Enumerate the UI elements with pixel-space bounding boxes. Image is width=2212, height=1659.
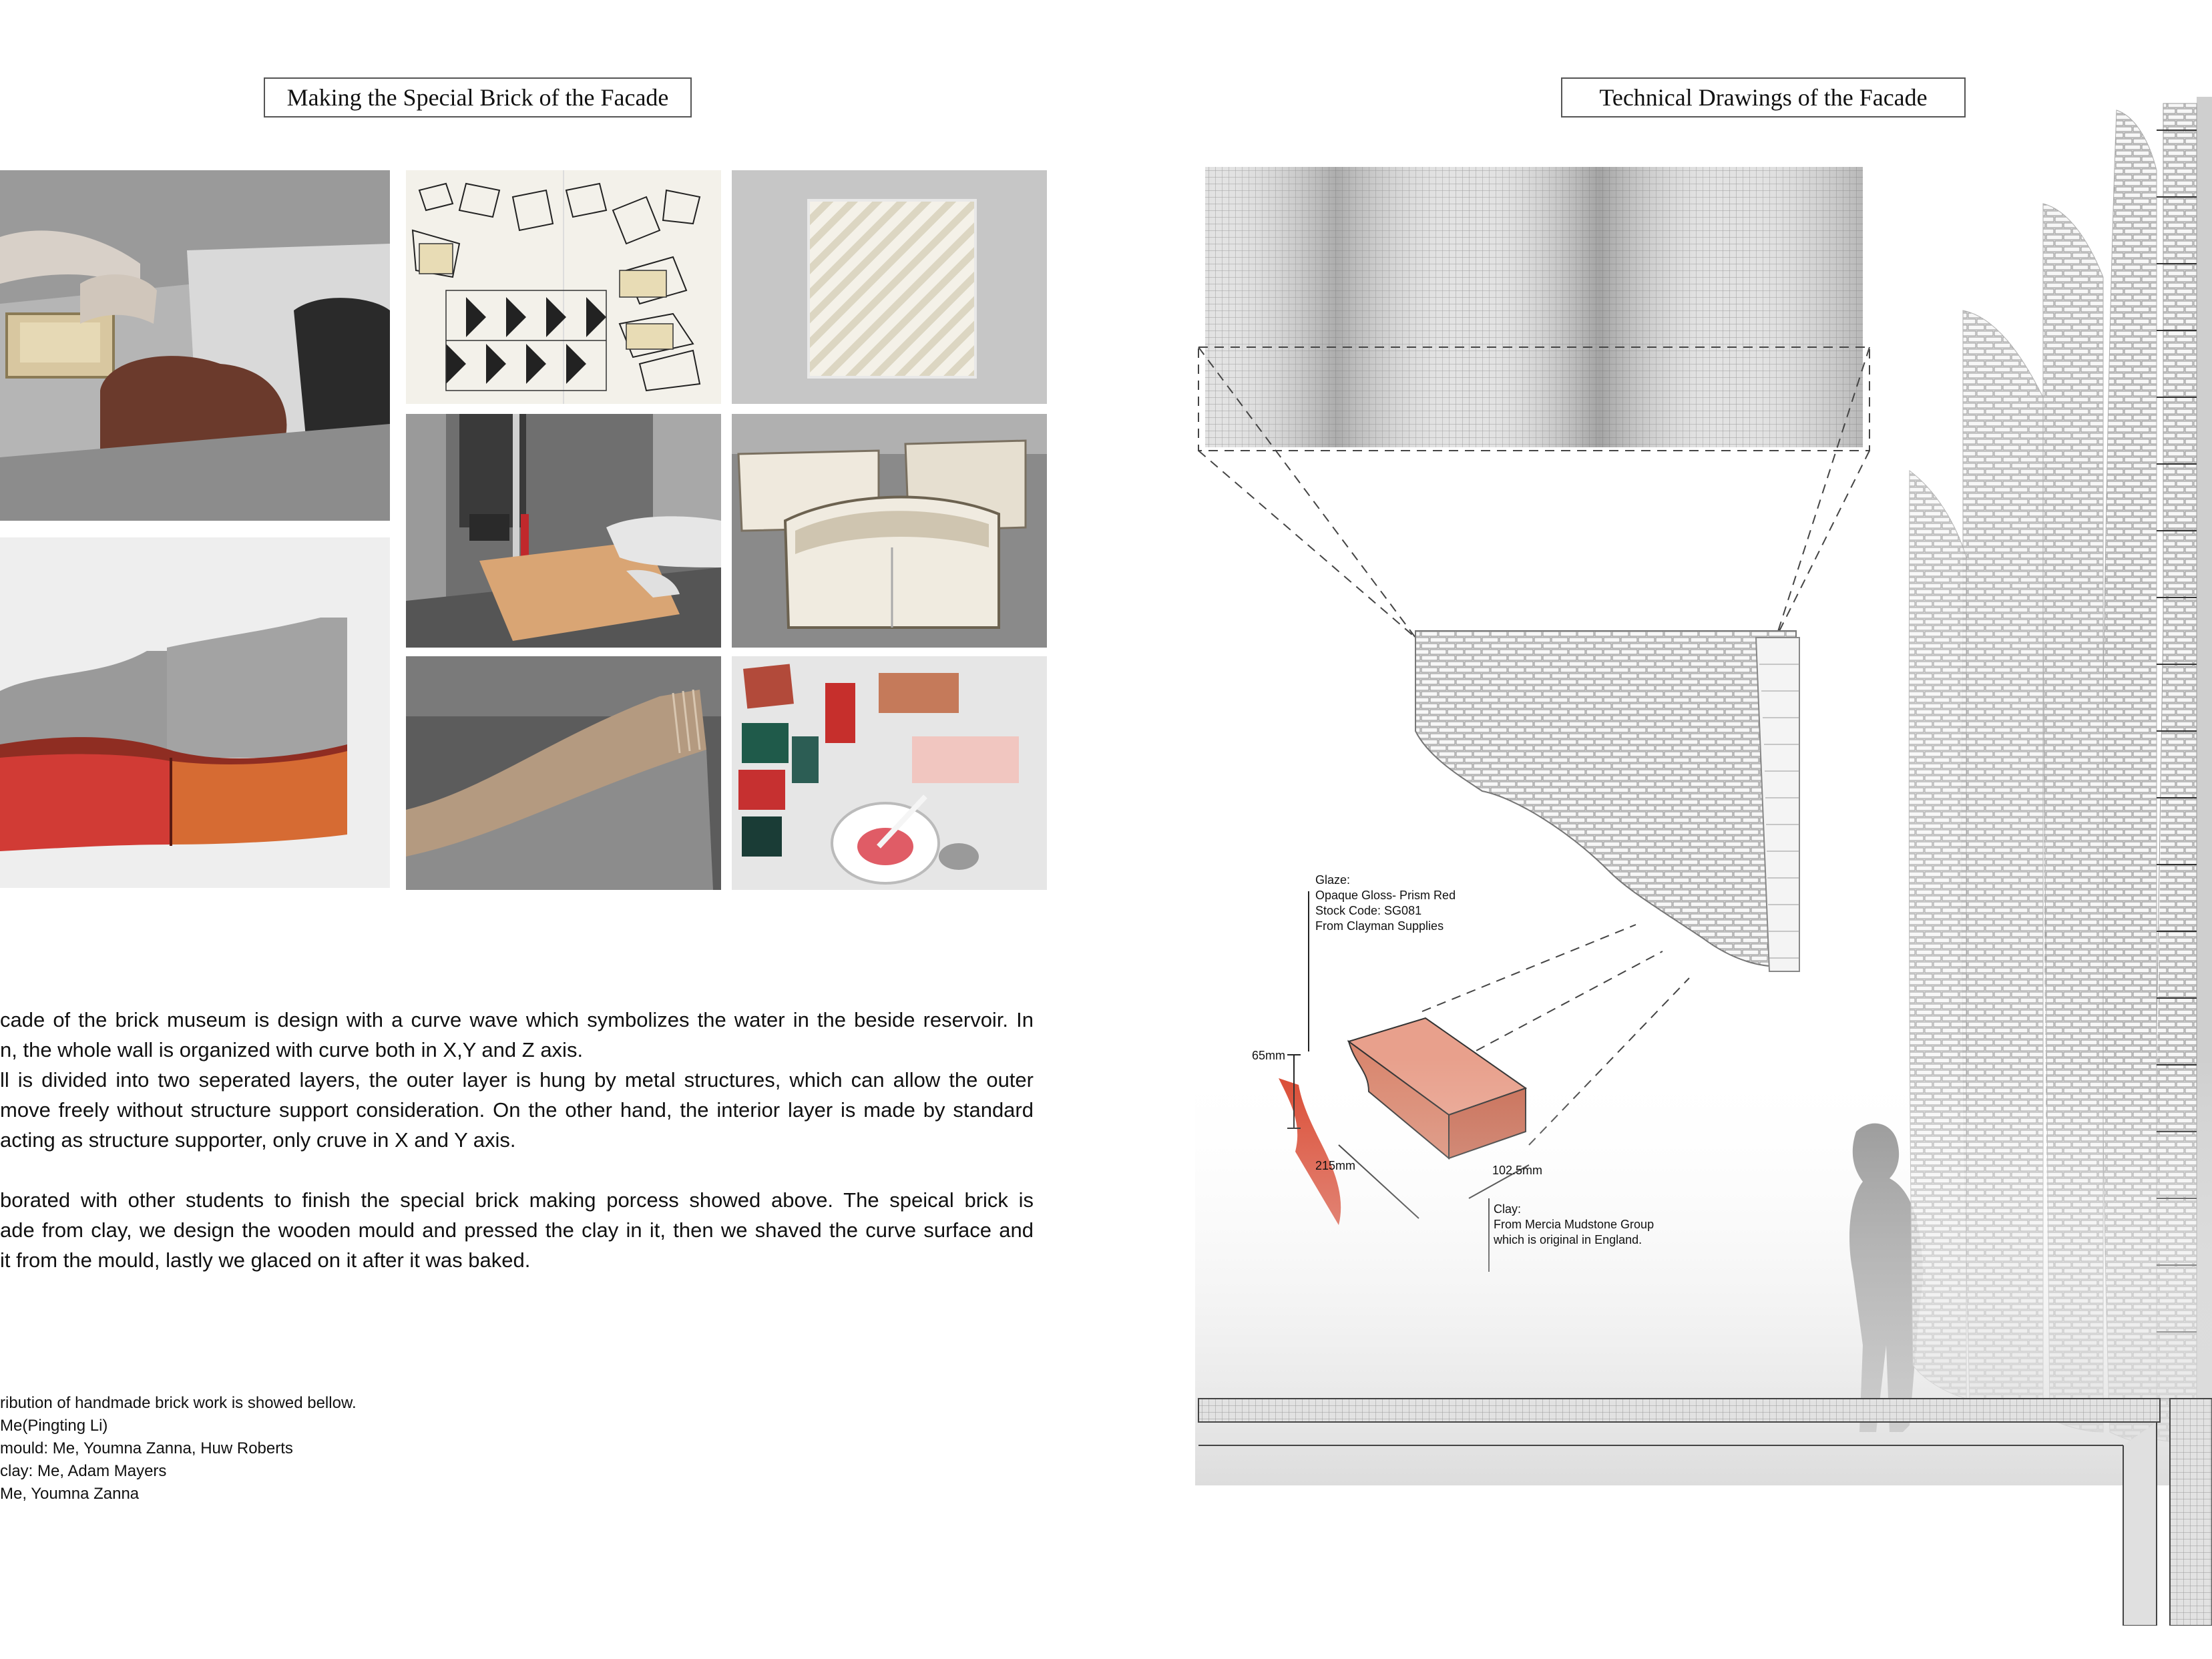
clay-mould-photo [0, 170, 390, 521]
right-title: Technical Drawings of the Facade [1561, 77, 1966, 117]
description-line: borated with other students to finish the special brick making porcess showed above. The speical brick is [0, 1188, 1034, 1212]
wooden-moulds-icon [732, 414, 1047, 648]
glaze-samples-icon [732, 656, 1047, 890]
sketch-photo [406, 170, 721, 404]
description-line [0, 1155, 1034, 1185]
clay-line: From Mercia Mudstone Group [1494, 1218, 1654, 1231]
red-brick-photo [0, 537, 390, 888]
dimension-width-label: 102.5mm [1492, 1164, 1543, 1177]
striped-tile-icon [732, 170, 1047, 404]
brick-sketches-icon [406, 170, 721, 404]
glaze-line: Stock Code: SG081 [1315, 904, 1422, 917]
glazed-curved-brick-icon [0, 537, 390, 888]
dimension-height-label: 65mm [1252, 1049, 1286, 1062]
description-line: n, the whole wall is organized with curve both in X,Y and Z axis. [0, 1038, 584, 1061]
technical-drawing [1195, 90, 2212, 1626]
description-line: acting as structure supporter, only cruve in X and Y axis. [0, 1128, 516, 1152]
credits-line: ribution of handmade brick work is showed bellow. [0, 1394, 357, 1412]
curved-mould-icon [406, 656, 721, 890]
dimension-length-label: 215mm [1315, 1159, 1356, 1172]
description-text [0, 1005, 1034, 1275]
glaze-line: Opaque Gloss- Prism Red [1315, 889, 1456, 902]
bandsaw-cutting-icon [406, 414, 721, 648]
credits-line: Me(Pingting Li) [0, 1417, 108, 1435]
glaze-line: From Clayman Supplies [1315, 919, 1444, 933]
credits-list [0, 1392, 357, 1505]
tile-photo [732, 170, 1047, 404]
bandsaw-photo [406, 414, 721, 648]
left-title: Making the Special Brick of the Facade [264, 77, 692, 117]
facade-drawing-icon [1195, 90, 2212, 1626]
description-line: ll is divided into two seperated layers, the outer layer is hung by metal structures, which can allow the outer [0, 1068, 1034, 1092]
description-line: cade of the brick museum is design with a curve wave which symbolizes the water in the beside reservoir. In [0, 1008, 1034, 1031]
glaze-line: Glaze: [1315, 873, 1351, 887]
wooden-moulds-photo [732, 414, 1047, 648]
curved-mould-photo [406, 656, 721, 890]
credits-line: clay: Me, Adam Mayers [0, 1462, 167, 1480]
hands-pressing-clay-icon [0, 170, 390, 521]
description-line: it from the mould, lastly we glaced on it after it was baked. [0, 1248, 531, 1272]
glaze-samples-photo [732, 656, 1047, 890]
clay-annotation [1494, 1202, 1654, 1248]
description-line: ade from clay, we design the wooden mould and pressed the clay in it, then we shaved the curve surface and [0, 1218, 1034, 1242]
credits-line: Me, Youmna Zanna [0, 1485, 140, 1503]
clay-line: which is original in England. [1494, 1233, 1642, 1246]
description-line: move freely without structure support consideration. On the other hand, the interior layer is made by standard [0, 1098, 1034, 1122]
clay-line: Clay: [1494, 1202, 1522, 1216]
credits-line: mould: Me, Youmna Zanna, Huw Roberts [0, 1439, 293, 1457]
glaze-annotation [1315, 873, 1456, 934]
